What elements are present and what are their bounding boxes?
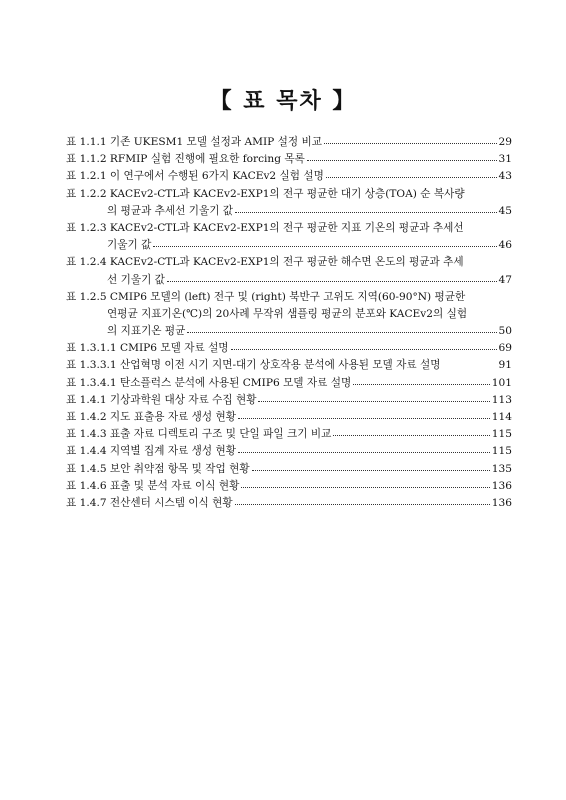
dot-leader xyxy=(333,427,489,437)
toc-entry-text: 선 기울기 값 xyxy=(107,273,165,286)
toc-page-number: 47 xyxy=(498,273,512,286)
dot-leader xyxy=(235,204,496,214)
toc-entry[interactable] xyxy=(66,443,512,460)
toc-entry[interactable] xyxy=(66,357,512,374)
toc-entry[interactable] xyxy=(66,478,512,495)
toc-entry-text: 의 지표기온 평균 xyxy=(107,325,186,338)
toc-entry-line xyxy=(66,289,512,306)
toc-entry[interactable] xyxy=(66,151,512,168)
dot-leader xyxy=(252,462,490,472)
toc-entry-line xyxy=(66,134,512,151)
toc-entry-line xyxy=(66,306,512,323)
toc-entry[interactable] xyxy=(66,426,512,443)
table-of-contents-list xyxy=(66,134,512,512)
toc-entry[interactable] xyxy=(66,220,512,254)
toc-page-number: 45 xyxy=(498,204,512,217)
toc-entry-line xyxy=(66,151,512,168)
toc-entry[interactable] xyxy=(66,134,512,151)
dot-leader xyxy=(307,152,497,162)
toc-entry-line xyxy=(66,203,512,220)
toc-entry-text: 표 1.1.2 RFMIP 실험 진행에 필요한 forcing 목록 xyxy=(66,153,305,166)
toc-entry-text: 기울기 값 xyxy=(107,239,152,252)
dot-leader xyxy=(187,324,496,334)
toc-page-number: 113 xyxy=(491,393,512,406)
toc-entry-line xyxy=(66,443,512,460)
toc-page-number: 135 xyxy=(491,462,512,475)
toc-entry-line xyxy=(66,409,512,426)
toc-page-number: 136 xyxy=(491,496,512,509)
toc-page-number: 46 xyxy=(498,239,512,252)
dot-leader xyxy=(353,376,490,386)
toc-page-number: 101 xyxy=(491,376,512,389)
toc-entry-line xyxy=(66,237,512,254)
dot-leader xyxy=(324,135,497,145)
toc-entry-text: 표 1.2.1 이 연구에서 수행된 6가지 KACEv2 실험 설명 xyxy=(66,170,324,183)
dot-leader xyxy=(241,479,489,489)
dot-leader xyxy=(231,341,497,351)
toc-entry[interactable] xyxy=(66,168,512,185)
toc-entry-text: 연평균 지표기온(℃)의 20사례 무작위 샘플링 평균의 분포와 KACEv2의 실험 xyxy=(107,307,468,320)
toc-entry[interactable] xyxy=(66,392,512,409)
toc-entry-text: 표 1.4.5 보안 취약점 항목 및 작업 현황 xyxy=(66,462,250,475)
toc-entry[interactable] xyxy=(66,461,512,478)
toc-entry-line xyxy=(66,426,512,443)
toc-page-number: 114 xyxy=(491,411,512,423)
toc-entry[interactable] xyxy=(66,495,512,512)
toc-entry-line xyxy=(66,461,512,478)
toc-entry-text: 표 1.2.3 KACEv2-CTL과 KACEv2-EXP1의 전구 평균한 지표 기온의 평균과 추세선 xyxy=(66,221,464,234)
toc-entry-line xyxy=(66,323,512,340)
toc-page-number: 50 xyxy=(498,325,512,338)
toc-entry-text: 표 1.3.4.1 탄소플럭스 분석에 사용된 CMIP6 모델 자료 설명 xyxy=(66,376,352,389)
toc-entry-text: 표 1.2.5 CMIP6 모델의 (left) 전구 및 (right) 북반구 고위도 지역(60-90°N) 평균한 xyxy=(66,290,466,303)
toc-entry-text: 표 1.4.3 표출 자료 디렉토리 구조 및 단일 파일 크기 비교 xyxy=(66,428,332,441)
toc-entry-text: 표 1.4.1 기상과학원 대상 자료 수집 현황 xyxy=(66,393,257,406)
toc-entry-text: 표 1.2.4 KACEv2-CTL과 KACEv2-EXP1의 전구 평균한 해수면 온도의 평균과 추세 xyxy=(66,256,464,269)
toc-entry-line xyxy=(66,478,512,495)
toc-entry-line xyxy=(66,375,512,392)
toc-entry[interactable] xyxy=(66,289,512,341)
toc-entry[interactable] xyxy=(66,186,512,220)
toc-entry-line xyxy=(66,495,512,512)
dot-leader xyxy=(238,444,490,454)
toc-entry-text: 표 1.4.7 전산센터 시스템 이식 현황 xyxy=(66,496,233,509)
toc-entry-text: 의 평균과 추세선 기울기 값 xyxy=(107,204,234,217)
toc-entry-text: 표 1.4.6 표출 및 분석 자료 이식 현황 xyxy=(66,479,240,492)
toc-entry-text: 표 1.4.2 지도 표출용 자료 생성 현황 xyxy=(66,411,236,423)
dot-leader xyxy=(326,169,497,179)
toc-entry[interactable] xyxy=(66,340,512,357)
dot-leader xyxy=(238,410,490,420)
toc-entry-text: 표 1.3.3.1 산업혁명 이전 시기 지면-대기 상호작용 분석에 사용된 모델 자료 설명 xyxy=(66,359,441,372)
dot-leader xyxy=(153,238,496,248)
toc-entry-line xyxy=(66,220,512,237)
toc-entry-line xyxy=(66,254,512,271)
toc-entry[interactable] xyxy=(66,409,512,426)
toc-entry[interactable] xyxy=(66,254,512,288)
toc-page-number: 69 xyxy=(498,342,512,355)
toc-entry-line xyxy=(66,272,512,289)
toc-entry-text: 표 1.2.2 KACEv2-CTL과 KACEv2-EXP1의 전구 평균한 대기 상층(TOA) 순 복사량 xyxy=(66,187,465,200)
toc-page-number: 43 xyxy=(498,170,512,183)
toc-entry-line xyxy=(66,340,512,357)
toc-entry-text: 표 1.4.4 지역별 집계 자료 생성 현황 xyxy=(66,445,236,458)
toc-entry-line xyxy=(66,168,512,185)
toc-entry-line xyxy=(66,186,512,203)
toc-page-number: 29 xyxy=(498,136,512,148)
toc-entry-text: 표 1.1.1 기존 UKESM1 모델 설정과 AMIP 설정 비교 xyxy=(66,136,322,148)
toc-page-number: 115 xyxy=(491,428,512,441)
toc-page-number: 136 xyxy=(491,479,512,492)
toc-page-number: 31 xyxy=(498,153,512,166)
toc-entry-text: 표 1.3.1.1 CMIP6 모델 자료 설명 xyxy=(66,342,229,355)
toc-page-number: 91 xyxy=(498,359,512,372)
toc-entry-line xyxy=(66,357,512,374)
dot-leader xyxy=(258,393,489,403)
dot-leader xyxy=(235,496,490,506)
page-title: 【 표 목차 】 xyxy=(209,88,357,114)
toc-page-number: 115 xyxy=(491,445,512,458)
dot-leader xyxy=(167,273,497,283)
toc-entry[interactable] xyxy=(66,375,512,392)
toc-entry-line xyxy=(66,392,512,409)
